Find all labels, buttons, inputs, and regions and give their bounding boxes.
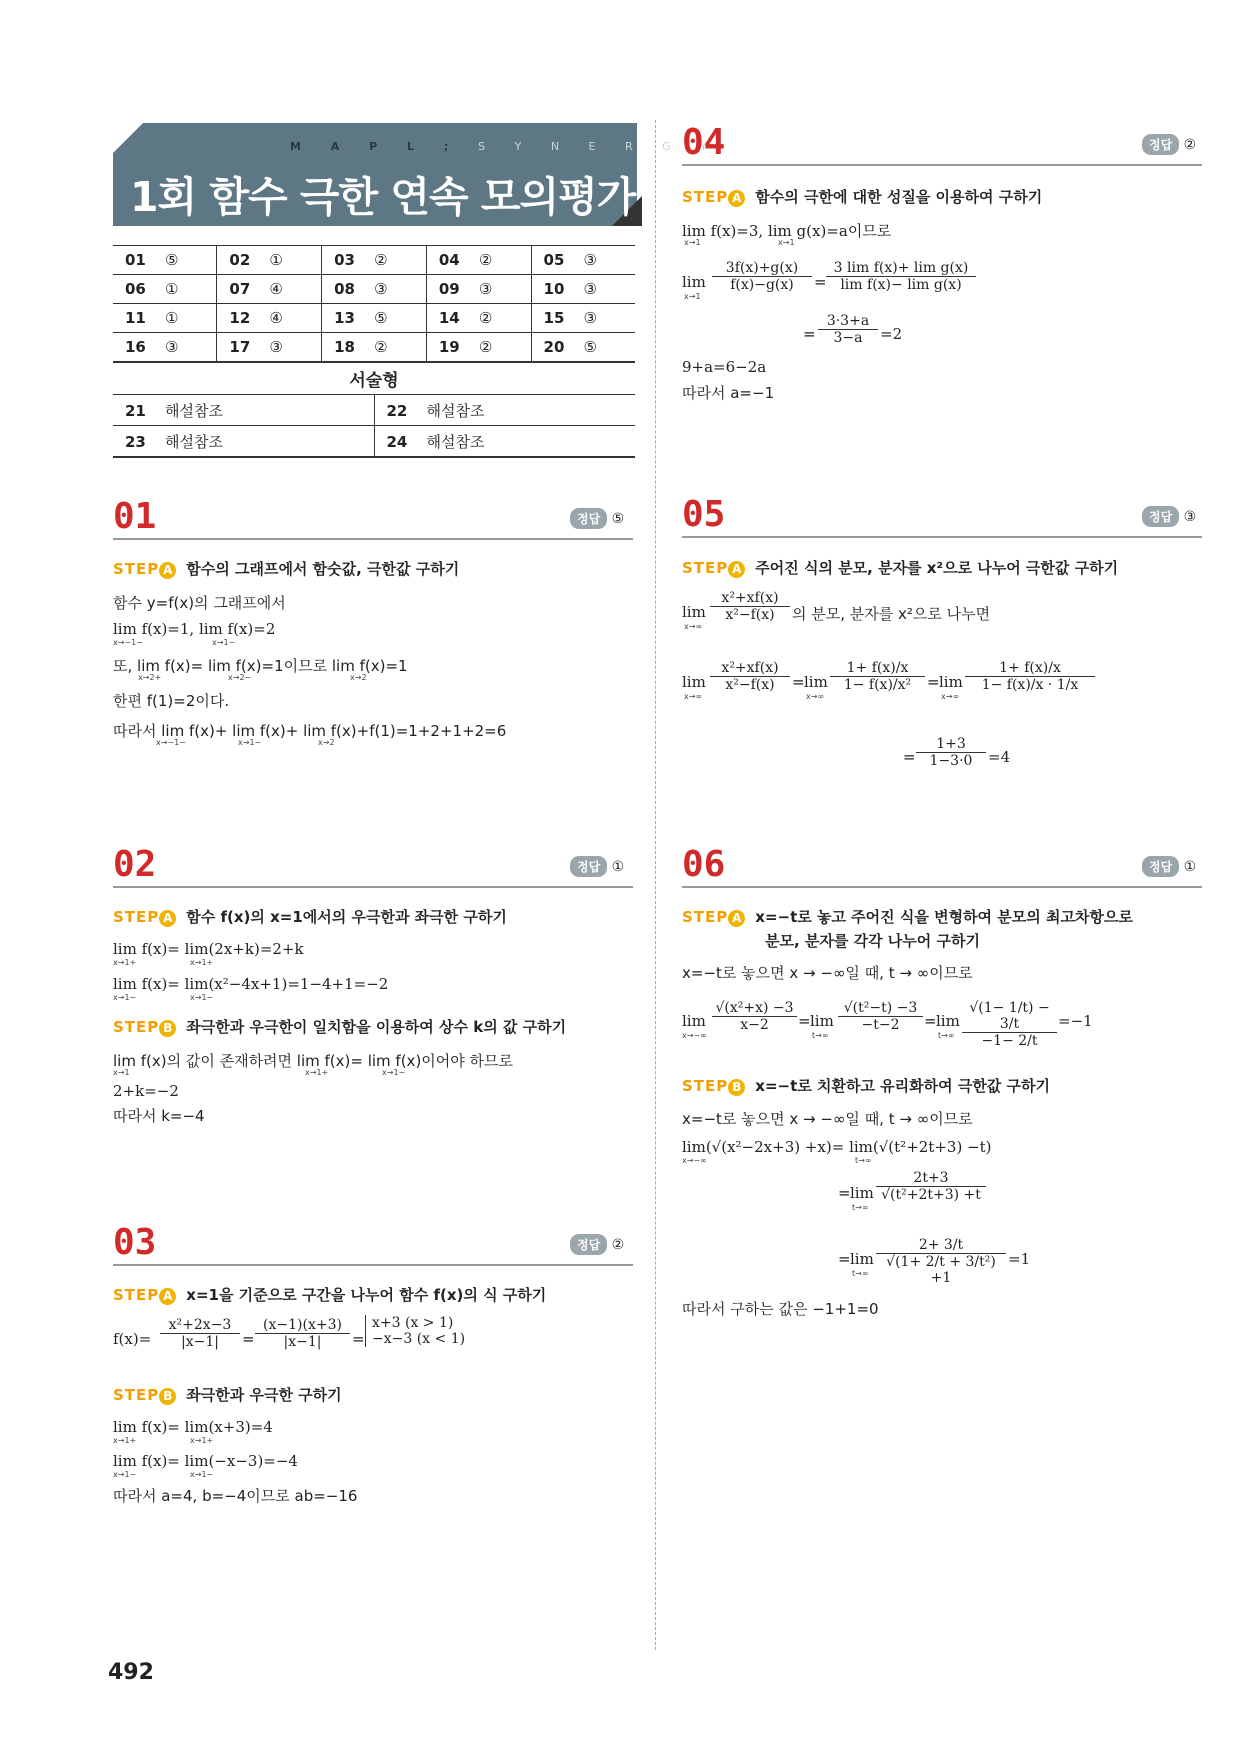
answer-cell (426, 333, 531, 363)
answer-cell (531, 275, 635, 304)
essay-heading: 서술형 (349, 371, 399, 391)
limit-subscript: x→1+ (190, 958, 214, 967)
limit-subscript: x→∞ (684, 622, 703, 631)
answer-number: 06 (125, 280, 146, 298)
fraction: 3·3+a 3−a (818, 313, 878, 346)
answer-row (113, 333, 635, 363)
answer-badge: 정답 ① (1142, 856, 1196, 877)
limit-subscript: t→∞ (812, 1031, 829, 1040)
answer-choice: ⑤ (583, 338, 597, 356)
essay-answer: 해설참조 (165, 432, 223, 451)
page-title: 1회 함수 극한 연속 모의평가 (130, 173, 636, 221)
essay-cell (374, 426, 635, 458)
answer-choice: ② (478, 251, 493, 269)
step-b-heading: STEP B 좌극한과 우극한 구하기 (113, 1386, 342, 1404)
limit-subscript: x→1− (113, 993, 137, 1002)
limit-operator: lim (939, 673, 963, 691)
limit-subscript: x→1− (382, 1068, 406, 1077)
answer-choice: ③ (374, 280, 388, 298)
answer-cell (531, 246, 635, 275)
limit-operator: lim (850, 1250, 874, 1268)
answer-choice: ④ (269, 280, 283, 298)
essay-answer: 해설참조 (426, 432, 485, 451)
solution-line: 9+a=6−2a (682, 358, 767, 376)
answer-cell (113, 333, 217, 363)
fraction: x²+xf(x) x²−f(x) (710, 590, 790, 623)
fraction: √(1− 1/t) − 3/t −1− 2/t (962, 1000, 1057, 1049)
fraction: 1+ f(x)/x 1− f(x)/x · 1/x (965, 660, 1095, 693)
answer-number: 18 (334, 338, 355, 356)
answer-cell (322, 333, 427, 363)
limit-subscript: x→2 (350, 673, 367, 682)
answer-choice: ② (478, 309, 493, 327)
answer-cell (217, 275, 322, 304)
answer-choice: ② (374, 338, 388, 356)
question-number: 04 (682, 122, 726, 163)
limit-subscript: t→∞ (855, 1156, 872, 1165)
limit-subscript: x→1− (190, 1470, 214, 1479)
limit-subscript: t→∞ (852, 1203, 869, 1212)
limit-subscript: x→2− (228, 673, 252, 682)
solution-line: x=−t로 놓으면 x → −∞일 때, t → ∞이므로 (682, 964, 973, 982)
essay-cell (374, 395, 635, 426)
limit-operator: lim (682, 1012, 706, 1030)
solution-line: lim f(x)의 값이 존재하려면 lim f(x)= lim f(x)이어야 하므로 (113, 1052, 513, 1070)
essay-number: 22 (386, 401, 408, 420)
limit-subscript: x→−∞ (682, 1156, 707, 1165)
limit-subscript: x→1+ (113, 958, 137, 967)
limit-subscript: x→1 (778, 238, 795, 247)
step-a-heading-cont: 분모, 분자를 각각 나누어 구하기 (765, 932, 980, 950)
fraction: 3f(x)+g(x) f(x)−g(x) (712, 260, 812, 293)
answer-choice: ③ (478, 280, 493, 298)
limit-subscript: x→1+ (113, 1436, 137, 1445)
step-a-heading: STEP A x=−t로 놓고 주어진 식을 변형하여 분모의 최고차항으로 (682, 908, 1133, 926)
step-a-heading: STEP A x=1을 기준으로 구간을 나누어 함수 f(x)의 식 구하기 (113, 1286, 547, 1304)
answer-cell (322, 275, 427, 304)
limit-subscript: x→1+ (190, 1436, 214, 1445)
answer-number: 04 (438, 251, 460, 269)
answer-cell (217, 246, 322, 275)
limit-subscript: x→∞ (684, 692, 703, 701)
solution-line: lim f(x)= lim(x²−4x+1)=1−4+1=−2 (113, 975, 389, 993)
answer-number: 05 (543, 251, 565, 269)
answer-choice: ③ (583, 309, 597, 327)
answer-number: 12 (229, 309, 251, 327)
solution-line: lim f(x)= lim(−x−3)=−4 (113, 1452, 298, 1470)
essay-row (113, 426, 635, 458)
limit-operator: lim (936, 1012, 960, 1030)
limit-subscript: x→1− (238, 738, 262, 747)
answer-number: 16 (125, 338, 146, 356)
step-a-heading: STEP A 함수의 극한에 대한 성질을 이용하여 구하기 (682, 188, 1043, 206)
fraction: x²+2x−3 |x−1| (160, 1317, 240, 1350)
step-b-heading: STEP B 좌극한과 우극한이 일치함을 이용하여 상수 k의 값 구하기 (113, 1018, 567, 1036)
limit-subscript: x→1 (684, 238, 701, 247)
question-number: 05 (682, 494, 726, 535)
solution-line: 따라서 k=−4 (113, 1107, 205, 1125)
limit-subscript: t→∞ (852, 1269, 869, 1278)
answer-cell (531, 304, 635, 333)
fraction: √(x²+x) −3 x−2 (712, 1000, 797, 1033)
fraction: 2+ 3/t √(1+ 2/t + 3/t²) +1 (876, 1237, 1006, 1286)
limit-subscript: t→∞ (938, 1031, 955, 1040)
step-a-heading: STEP A 함수의 그래프에서 함숫값, 극한값 구하기 (113, 560, 460, 578)
essay-row (113, 395, 635, 426)
solution-line: 따라서 a=−1 (682, 384, 775, 402)
result: =2 (880, 325, 903, 343)
answer-cell (113, 275, 217, 304)
answer-cell (531, 333, 635, 363)
limit-subscript: x→1 (113, 1068, 130, 1077)
solution-line: lim f(x)=1, lim f(x)=2 (113, 620, 276, 638)
result: =−1 (1058, 1012, 1093, 1030)
column-divider (655, 120, 656, 1650)
limit-subscript: x→1− (113, 1470, 137, 1479)
limit-subscript: x→∞ (941, 692, 960, 701)
solution-line: x=−t로 놓으면 x → −∞일 때, t → ∞이므로 (682, 1110, 973, 1128)
fraction: 3 lim f(x)+ lim g(x) lim f(x)− lim g(x) (826, 260, 976, 293)
answer-choice: ① (269, 251, 283, 269)
answer-choice: ② (374, 251, 388, 269)
solution-line: 함수 y=f(x)의 그래프에서 (113, 594, 286, 612)
essay-number: 21 (125, 401, 146, 420)
piecewise-cases: x+3 (x > 1) −x−3 (x < 1) (365, 1315, 465, 1347)
answer-badge: 정답 ③ (1142, 506, 1196, 527)
fraction: x²+xf(x) x²−f(x) (710, 660, 790, 693)
answer-table (113, 245, 635, 363)
solution-line: 또, lim f(x)= lim f(x)=1이므로 lim f(x)=1 (113, 657, 408, 675)
fraction: 1+3 1−3·0 (916, 736, 986, 769)
answer-badge: 정답 ② (1142, 134, 1196, 155)
result: =4 (988, 748, 1011, 766)
answer-number: 01 (125, 251, 146, 269)
divider (113, 538, 633, 540)
limit-subscript: x→1− (190, 993, 214, 1002)
limit-subscript: x→2 (318, 738, 335, 747)
answer-choice: ① (165, 309, 179, 327)
function-label: f(x)= (113, 1330, 152, 1348)
answer-choice: ⑤ (374, 309, 388, 327)
question-number: 03 (113, 1222, 157, 1263)
question-number: 02 (113, 844, 157, 885)
question-number: 01 (113, 496, 157, 537)
step-a-heading: STEP A 주어진 식의 분모, 분자를 x²으로 나누어 극한값 구하기 (682, 559, 1119, 577)
result: =1 (1008, 1250, 1031, 1268)
answer-choice: ① (165, 280, 179, 298)
limit-operator: lim (804, 673, 828, 691)
answer-row (113, 246, 635, 275)
answer-badge: 정답 ⑤ (570, 508, 624, 529)
divider (113, 886, 633, 888)
solution-line: 의 분모, 분자를 x²으로 나누면 (792, 605, 991, 623)
answer-cell (113, 304, 217, 333)
answer-number: 02 (229, 251, 251, 269)
answer-number: 19 (438, 338, 460, 356)
limit-subscript: x→−∞ (682, 1031, 707, 1040)
divider (113, 1264, 633, 1266)
answer-choice: ② (478, 338, 493, 356)
divider (682, 536, 1202, 538)
solution-line: 2+k=−2 (113, 1082, 179, 1100)
answer-number: 03 (334, 251, 355, 269)
answer-number: 13 (334, 309, 355, 327)
essay-answer: 해설참조 (165, 401, 223, 420)
fraction: 2t+3 √(t²+2t+3) +t (876, 1170, 986, 1203)
question-number: 06 (682, 844, 726, 885)
solution-line: lim f(x)= lim(2x+k)=2+k (113, 940, 304, 958)
answer-choice: ④ (269, 309, 283, 327)
limit-operator: lim (810, 1012, 834, 1030)
answer-row (113, 304, 635, 333)
answer-choice: ⑤ (165, 251, 179, 269)
solution-line: 따라서 a=4, b=−4이므로 ab=−16 (113, 1487, 358, 1505)
essay-answer: 해설참조 (426, 401, 485, 420)
limit-subscript: x→1 (684, 292, 701, 301)
answer-choice: ③ (165, 338, 179, 356)
limit-subscript: x→2+ (138, 673, 162, 682)
solution-line: 한편 f(1)=2이다. (113, 692, 230, 710)
answer-cell (426, 304, 531, 333)
divider (682, 886, 1202, 888)
limit-operator: lim (850, 1184, 874, 1202)
answer-number: 07 (229, 280, 251, 298)
answer-cell (426, 246, 531, 275)
fraction: √(t²−t) −3 −t−2 (838, 1000, 923, 1033)
step-b-heading: STEP B x=−t로 치환하고 유리화하여 극한값 구하기 (682, 1077, 1050, 1095)
essay-answer-table (113, 394, 635, 458)
answer-number: 10 (543, 280, 565, 298)
answer-badge: 정답 ① (570, 856, 624, 877)
limit-subscript: x→−1− (113, 638, 143, 647)
fraction: 1+ f(x)/x 1− f(x)/x² (830, 660, 925, 693)
fraction: (x−1)(x+3) |x−1| (255, 1317, 350, 1350)
answer-number: 08 (334, 280, 355, 298)
limit-subscript: x→1− (212, 638, 236, 647)
answer-choice: ③ (583, 280, 597, 298)
step-a-heading: STEP A 함수 f(x)의 x=1에서의 우극한과 좌극한 구하기 (113, 908, 507, 926)
solution-line: lim f(x)=3, lim g(x)=a이므로 (682, 222, 892, 240)
banner-cut-corner (113, 123, 143, 153)
limit-operator: lim (682, 673, 706, 691)
limit-subscript: x→−1− (156, 738, 186, 747)
page-number: 492 (108, 1660, 154, 1685)
answer-number: 09 (438, 280, 460, 298)
divider (682, 164, 1202, 166)
answer-number: 15 (543, 309, 565, 327)
answer-cell (113, 246, 217, 275)
answer-row (113, 275, 635, 304)
essay-cell (113, 395, 374, 426)
essay-number: 23 (125, 432, 146, 451)
solution-line: 따라서 구하는 값은 −1+1=0 (682, 1300, 879, 1318)
solution-line: lim f(x)= lim(x+3)=4 (113, 1418, 273, 1436)
solution-line: 따라서 lim f(x)+ lim f(x)+ lim f(x)+f(1)=1+2+1+2=6 (113, 722, 507, 740)
brand-logo: M A P L ; S Y N E R G Y (290, 140, 720, 153)
solution-line: lim(√(x²−2x+3) +x)= lim(√(t²+2t+3) −t) (682, 1138, 992, 1156)
answer-number: 17 (229, 338, 251, 356)
essay-cell (113, 426, 374, 458)
answer-number: 20 (543, 338, 565, 356)
limit-subscript: x→∞ (806, 692, 825, 701)
limit-operator: lim (682, 603, 706, 621)
answer-number: 14 (438, 309, 460, 327)
answer-cell (322, 304, 427, 333)
limit-operator: lim (682, 273, 706, 291)
answer-cell (322, 246, 427, 275)
answer-cell (426, 275, 531, 304)
essay-number: 24 (386, 432, 408, 451)
answer-choice: ③ (583, 251, 597, 269)
answer-cell (217, 333, 322, 363)
answer-choice: ③ (269, 338, 283, 356)
answer-badge: 정답 ② (570, 1234, 624, 1255)
answer-number: 11 (125, 309, 146, 327)
limit-subscript: x→1+ (305, 1068, 329, 1077)
answer-cell (217, 304, 322, 333)
